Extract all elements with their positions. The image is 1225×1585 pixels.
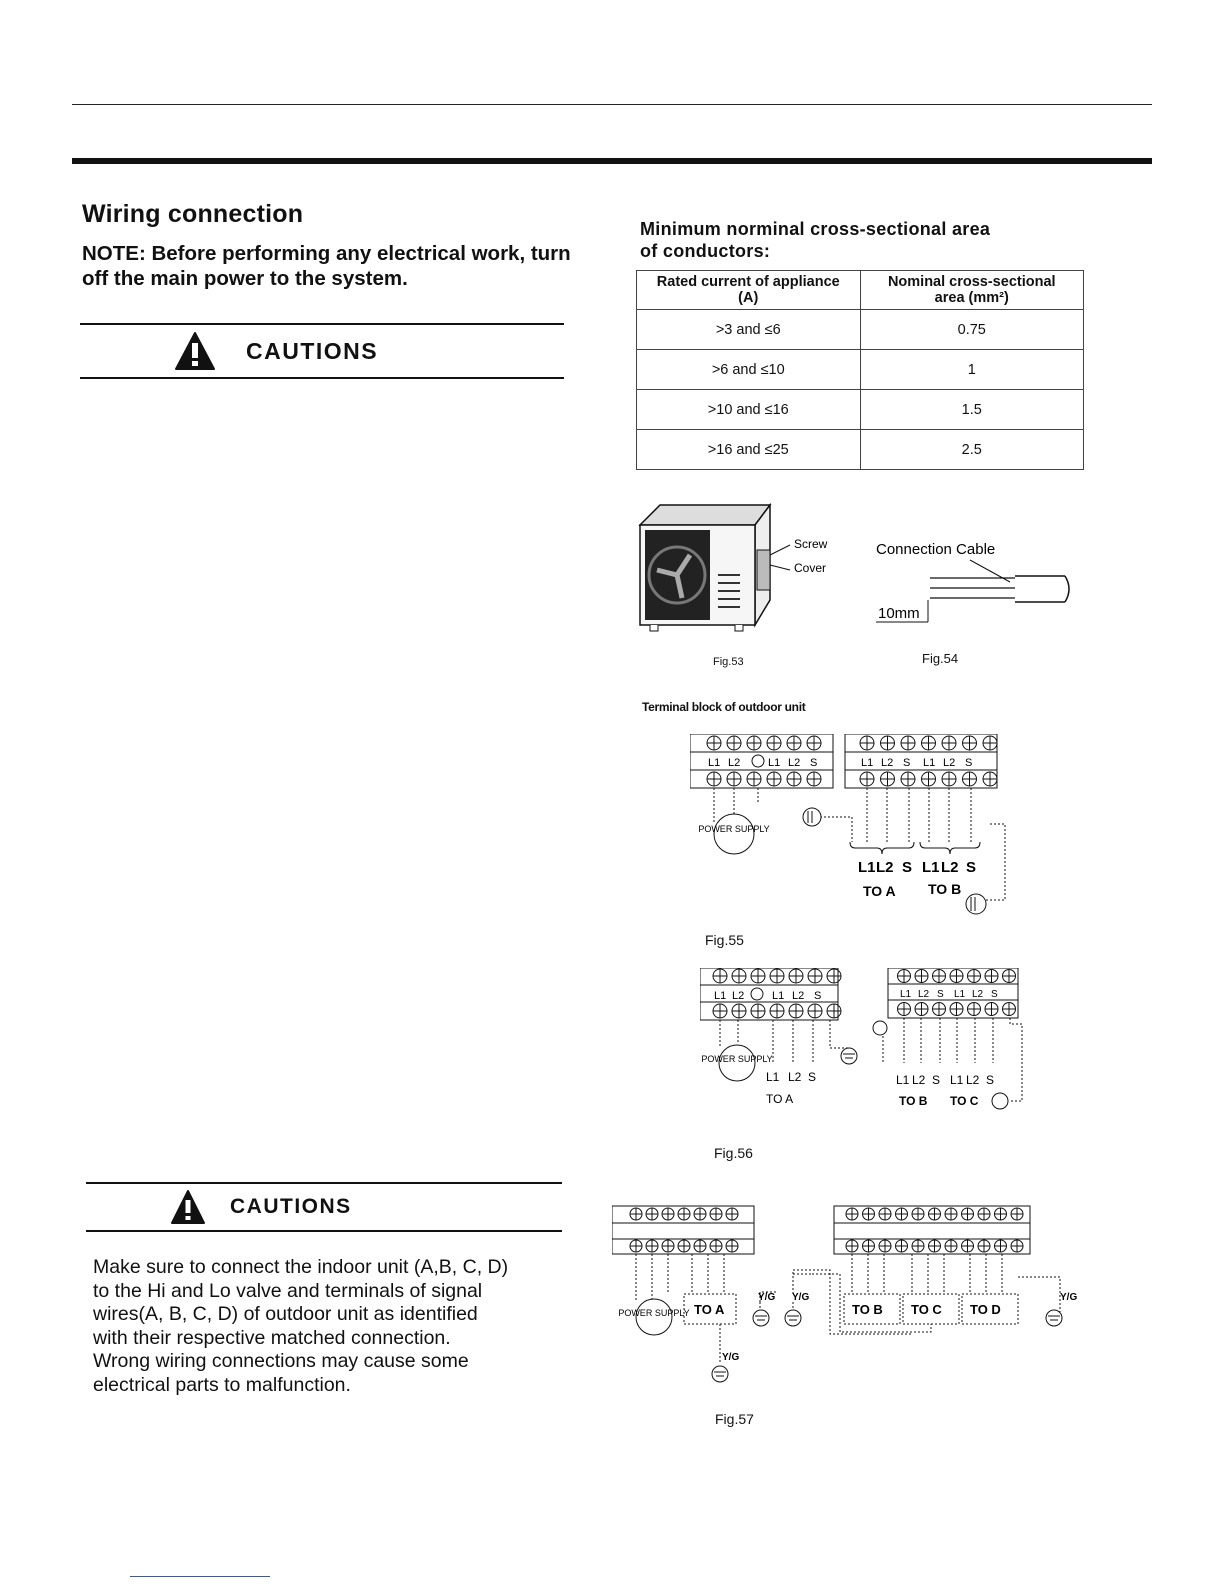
outdoor-unit-illustration [630,500,850,650]
cell-current: >10 and ≤16 [637,390,861,430]
header-rule-thick [72,158,1152,164]
cell-current: >6 and ≤10 [637,350,861,390]
fig56-caption: Fig.56 [714,1145,753,1161]
svg-text:S: S [814,990,822,1002]
to-b-label: TO B [852,1302,883,1317]
svg-text:L1: L1 [950,1073,964,1087]
caution-line: Make sure to connect the indoor unit (A,B, C, D) [93,1256,509,1278]
power-supply-label: POWER SUPPLY [701,1054,773,1064]
svg-text:L1: L1 [714,990,727,1002]
to-b-label: TO B [928,881,962,897]
svg-text:L2: L2 [788,1070,802,1084]
power-supply-label: POWER SUPPLY [618,1308,690,1318]
table-row [637,350,1084,390]
terminal-label: L1 [861,757,874,769]
warning-icon [174,331,216,371]
cover-label: Cover [794,561,827,575]
terminal-label: S [902,859,913,876]
svg-text:S: S [937,989,944,1000]
svg-text:L2: L2 [918,989,930,1000]
to-a-label: TO A [766,1092,794,1106]
to-d-label: TO D [970,1302,1001,1317]
svg-text:L1: L1 [900,989,912,1000]
svg-text:L1: L1 [772,990,785,1002]
caution-banner-bottom [86,1182,562,1232]
fig57-caption: Fig.57 [715,1411,754,1427]
screw-label: Screw [794,537,828,551]
caution-title-top: CAUTIONS [246,338,379,364]
terminal-label: S [903,757,911,769]
caution-line: to the Hi and Lo valve and terminals of signal [93,1279,483,1302]
svg-text:S: S [932,1073,941,1087]
header-rated-current: Rated current of appliance (A) [637,271,861,310]
terminal-label: L2 [788,757,801,769]
svg-text:S: S [991,989,998,1000]
power-off-note: NOTE: Before performing any electrical work, turn off the main power to the system. [82,242,571,290]
yg-label: Y/G [1060,1292,1078,1303]
terminal-label: L1 [923,757,936,769]
svg-text:L2: L2 [966,1073,980,1087]
cell-current: >3 and ≤6 [637,310,861,350]
yg-label: Y/G [792,1292,810,1303]
terminal-label: L1 [768,757,781,769]
cell-area: 2.5 [860,430,1084,470]
connection-cable-label: Connection Cable [876,541,996,558]
terminal-label: L1 [858,859,876,876]
caution-line: with their respective matched connection. [93,1326,451,1349]
to-a-label: TO A [863,883,896,899]
terminal-label: L2 [728,757,741,769]
terminal-label: L1 [922,859,940,876]
terminal-label: S [810,757,818,769]
terminal-label: L2 [941,859,959,876]
header-cross-section: Nominal cross-sectional area (mm²) [860,271,1084,310]
section-title: Wiring connection [82,200,304,228]
to-b-label: TO B [899,1094,928,1108]
yg-label: Y/G [722,1352,740,1363]
fig55-wiring-diagram [690,734,1020,922]
terminal-block-title: Terminal block of outdoor unit [642,700,806,714]
svg-text:L2: L2 [912,1073,926,1087]
warning-icon [170,1189,206,1225]
terminal-label: S [965,757,973,769]
svg-text:L2: L2 [792,990,805,1002]
caution-line: electrical parts to malfunction. [93,1373,351,1396]
caution-body-text [93,1256,583,1398]
fig54-caption: Fig.54 [922,651,959,666]
cell-area: 1.5 [860,390,1084,430]
svg-text:S: S [986,1073,995,1087]
fig55-caption: Fig.55 [705,932,744,948]
terminal-label: L2 [881,757,894,769]
terminal-label: L1 [708,757,721,769]
to-c-label: TO C [911,1302,942,1317]
caution-title-bottom: CAUTIONS [230,1195,352,1218]
svg-text:L2: L2 [732,990,745,1002]
conductor-table [636,270,1084,470]
cell-area: 1 [860,350,1084,390]
table-row [637,390,1084,430]
table-row [637,310,1084,350]
terminal-label: S [966,859,977,876]
terminal-label: L2 [943,757,956,769]
caution-line: Wrong wiring connections may cause some [93,1350,469,1373]
header-rule-thin [72,104,1152,105]
to-a-label: TO A [694,1302,725,1317]
table-row [637,430,1084,470]
terminal-label: L2 [876,859,894,876]
svg-text:L1: L1 [766,1070,780,1084]
fig56-wiring-diagram [700,968,1030,1118]
conductor-table-title: Minimum norminal cross-sectional area of conductors: [640,219,991,261]
cell-current: >16 and ≤25 [637,430,861,470]
fig57-wiring-diagram [612,1202,1092,1402]
cable-strip-diagram [870,532,1080,632]
table-header-row [637,271,1084,310]
svg-text:L1: L1 [954,989,966,1000]
strip-length-label: 10mm [878,605,920,622]
svg-text:L1: L1 [896,1073,910,1087]
caution-line: wires(A, B, C, D) of outdoor unit as identified [93,1303,478,1326]
footer-link-underline [130,1576,270,1577]
fig53-caption: Fig.53 [713,656,744,668]
caution-banner-top [80,323,564,379]
svg-text:L2: L2 [972,989,984,1000]
to-c-label: TO C [950,1094,979,1108]
yg-label: Y/G [758,1292,776,1303]
svg-text:S: S [808,1070,817,1084]
power-supply-label: POWER SUPPLY [698,824,770,834]
cell-area: 0.75 [860,310,1084,350]
